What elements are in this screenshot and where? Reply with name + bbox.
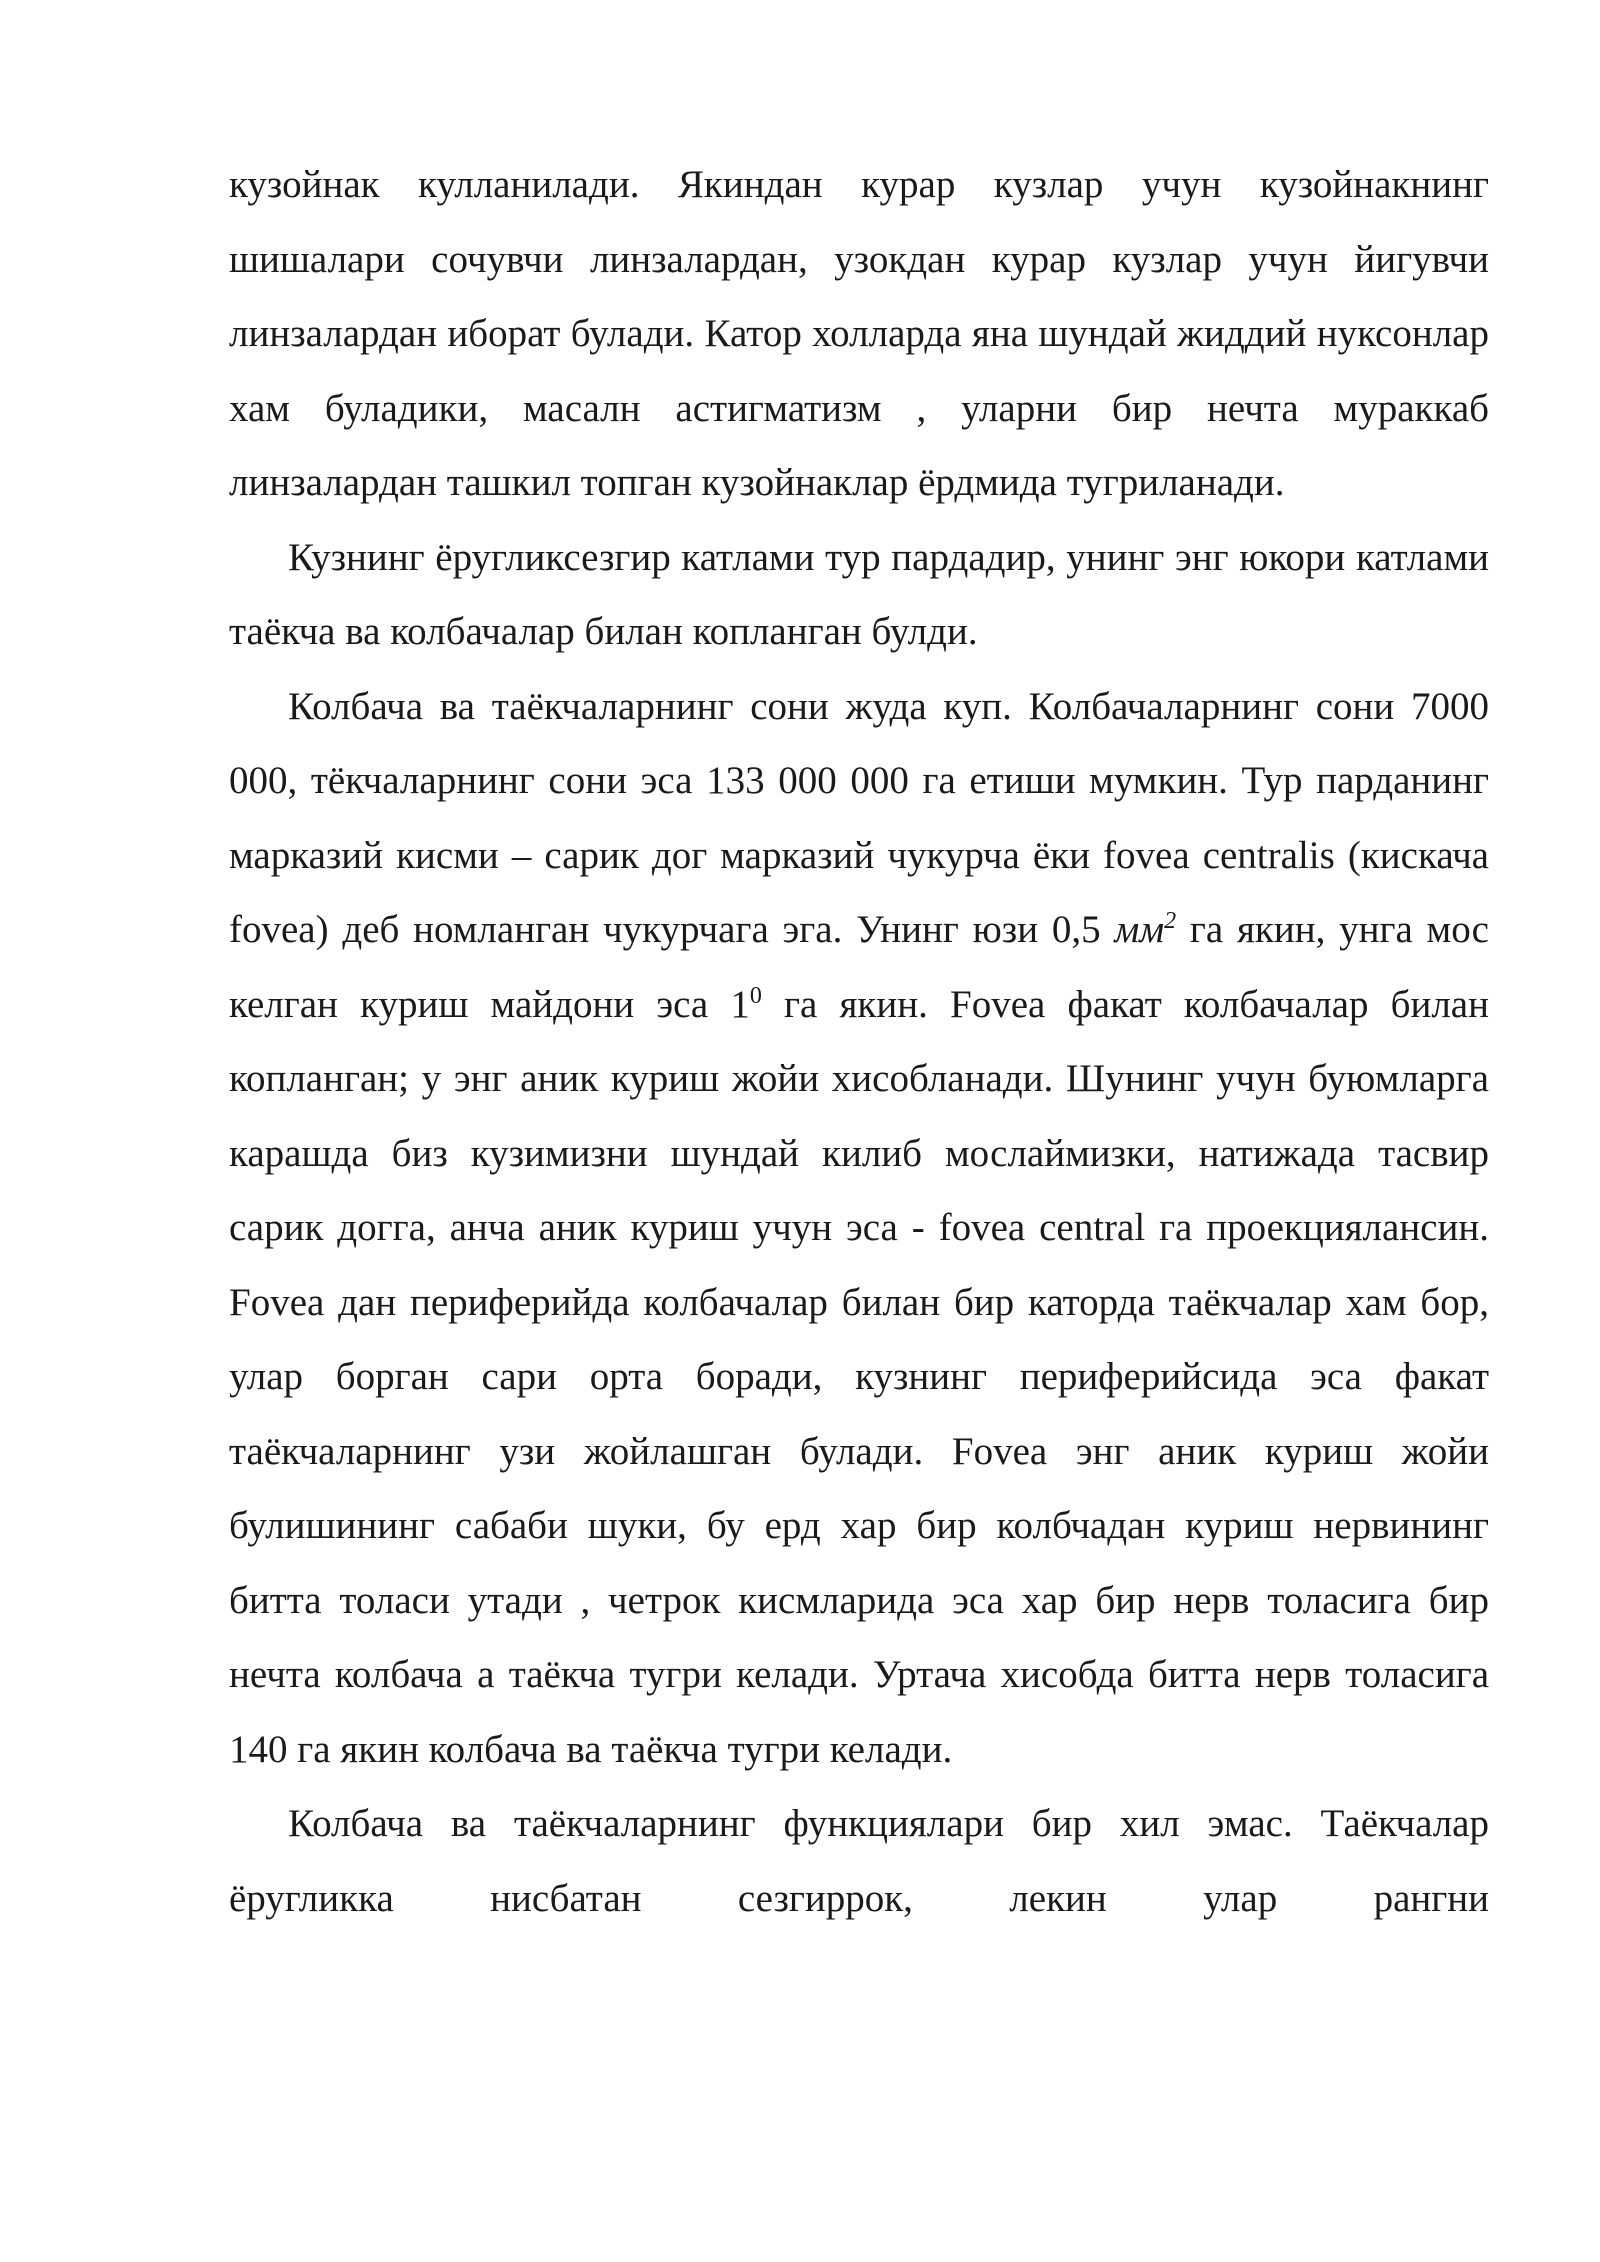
paragraph-functions: [229, 1787, 1489, 1936]
paragraph-text-part3: га якин. Fovea факат колбачалар билан копланган; у энг аник куриш жойи хисобланади. Шунинг учун буюмларга карашда биз кузимизни шундай килиб мослаймизки, натижада тасвир сарик догга, анча аник куриш учун эса - fovea central га проекциялансин. Fovea дан периферийда колбачалар билан бир каторда таёкчалар хам бор, улар борган сари орта боради, кузнинг периферийсида эса факат таёкчаларнинг узи жойлашган булади. Fovea энг аник куриш жойи булишининг сабаби шуки, бу ерд хар бир колбчадан куриш нервининг битта толаси утади , четрок кисмларида эса хар бир нерв толасига бир нечта колбача а таёкча тугри келади. Уртача хисобда битта нерв толасига 140 га якин колбача ва таёкча тугри келади.: [229, 982, 1489, 1771]
paragraph-text: кузойнак кулланилади. Якиндан курар кузлар учун кузойнакнинг шишалари сочувчи линзалардан, узокдан курар кузлар учун йигувчи линзалардан иборат булади. Катор холларда яна шундай жиддий нуксонлар хам буладики, масалн астигматизм , уларни бир нечта мураккаб линзалардан ташкил топган кузойнаклар ёрдмида тугриланади.: [229, 163, 1489, 504]
paragraph-text-part2: га якин, унга мос келган куриш майдони эса 1: [229, 908, 1489, 1026]
paragraph-eyeglasses: [229, 148, 1489, 521]
paragraph-text-part1: Колбача ва таёкчаларнинг сони жуда куп. Колбачаларнинг сони 7000 000, тёкчаларнинг сони эса 133 000 000 га етиши мумкин. Тур парданинг марказий кисми – сарик дог марказий чукурча ёки fovea centralis (кискача fovea) деб номланган чукурчага эга. Унинг юзи 0,5: [229, 684, 1489, 951]
document-body: [229, 148, 1489, 1936]
degree-exponent: 0: [749, 982, 762, 1009]
paragraph-text: Кузнинг ёругликсезгир катлами тур пардадир, унинг энг юкори катлами таёкча ва колбачалар билан копланган булди.: [229, 535, 1489, 653]
paragraph-text: Колбача ва таёкчаларнинг функциялари бир хил эмас. Таёкчалар ёругликка нисбатан сезгиррок, лекин улар рангни: [229, 1802, 1489, 1920]
paragraph-retina-layer: [229, 521, 1489, 670]
unit-mm: мм: [1114, 908, 1165, 951]
unit-exponent: 2: [1164, 908, 1177, 934]
paragraph-cones-rods-fovea: [229, 670, 1489, 1788]
